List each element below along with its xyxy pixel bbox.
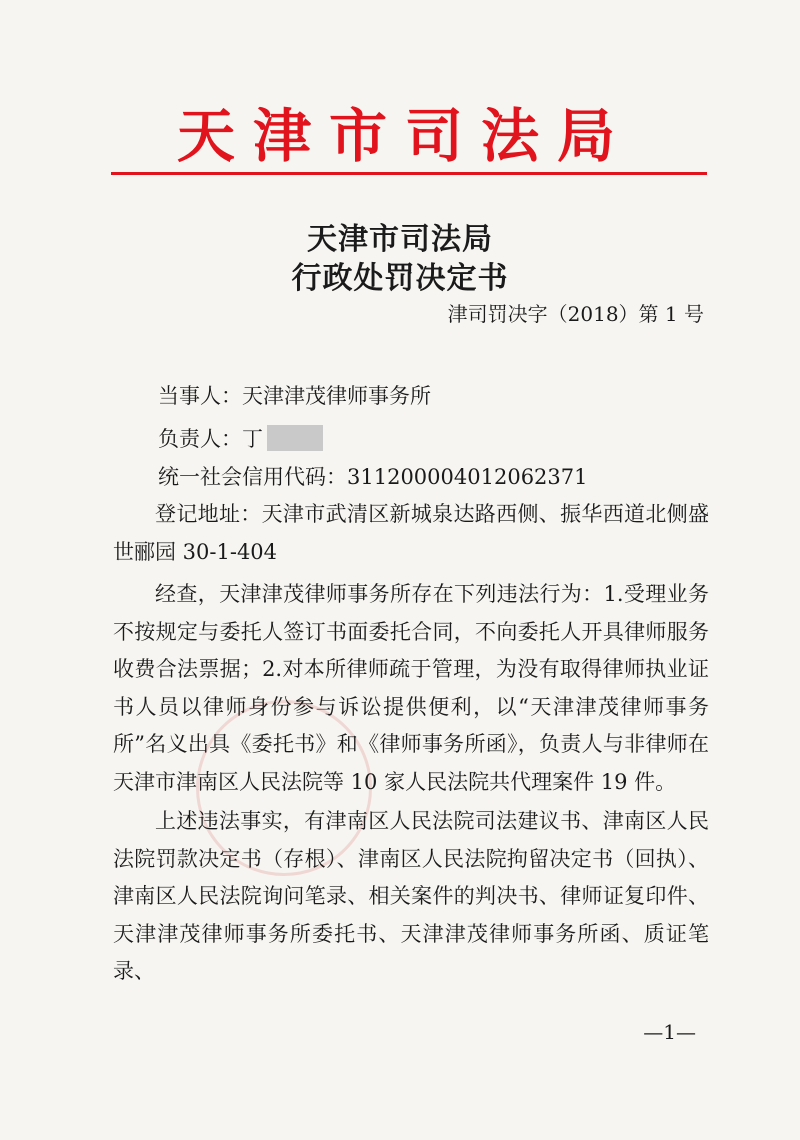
document-title-line2: 行政处罚决定书	[291, 261, 509, 296]
document-number: 津司罚决字（2018）第 1 号	[447, 302, 704, 326]
paragraph-2: 上述违法事实，有津南区人民法院司法建议书、津南区人民法院罚款决定书（存根）、津南区人民法院拘留决定书（回执）、津南区人民法院询问笔录、相关案件的判决书、律师证复印件、天津津茂律师事务所委托书、天津津茂律师事务所函、质证笔录、	[113, 809, 709, 983]
responsible-label: 负责人：	[158, 427, 242, 451]
document-title-line1: 天津市司法局	[307, 222, 493, 257]
address-value: 天津市武清区新城泉达路西侧、振华西道北侧盛世郦园 30-1-404	[113, 502, 710, 564]
paragraph-1: 经查，天津津茂律师事务所存在下列违法行为：1.受理业务不按规定与委托人签订书面委托合同，不向委托人开具律师服务收费合法票据；2.对本所律师疏于管理，为没有取得律师执业证书人员以律师身份参与诉讼提供便利，以“天津津茂律师事务所”名义出具《委托书》和《律师事务所函》，负责人与非律师在天津市津南区人民法院等 10 家人民法院共代理案件 19 件。	[113, 582, 709, 794]
findings-paragraph	[113, 576, 709, 801]
evidence-paragraph	[113, 803, 709, 991]
page-number: —1—	[643, 1020, 696, 1044]
party-label: 当事人：	[158, 384, 242, 408]
letterhead-red-rule	[111, 172, 707, 175]
credit-code-row	[158, 464, 588, 490]
credit-code-value: 311200004012062371	[347, 465, 588, 489]
responsible-row	[158, 425, 323, 452]
redaction-box	[267, 425, 323, 451]
letterhead-title: 天津市司法局	[176, 102, 633, 170]
responsible-value: 丁	[242, 427, 263, 451]
address-label: 登记地址：	[155, 502, 262, 526]
party-row	[158, 383, 431, 409]
address-block	[113, 496, 709, 571]
credit-code-label: 统一社会信用代码：	[158, 465, 347, 489]
party-value: 天津津茂律师事务所	[242, 384, 431, 408]
